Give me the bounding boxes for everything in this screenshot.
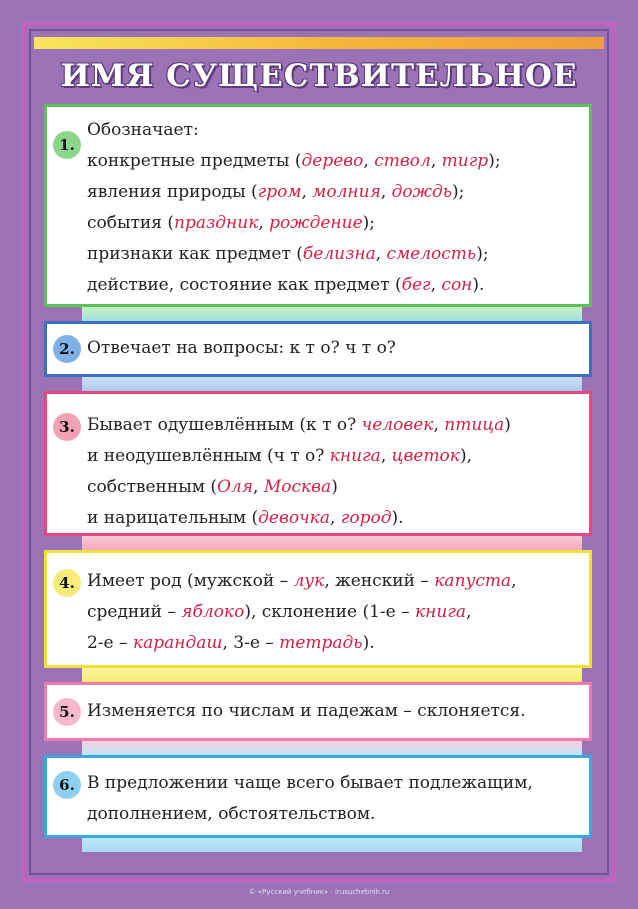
text-segment: действие, состояние как предмет (: [87, 275, 402, 295]
divider-strip: [82, 668, 582, 682]
number-badge: 1.: [53, 131, 81, 159]
divider-strip: [82, 307, 582, 321]
text-segment: );: [476, 244, 489, 264]
publisher-footer: © «Русский учебник» · irusuchebnik.ru: [248, 888, 390, 896]
handwritten-example: карандаш: [132, 633, 223, 653]
text-segment: Обозначает:: [87, 120, 199, 140]
text-segment: средний –: [87, 602, 182, 622]
text-segment: ): [331, 477, 338, 497]
text-segment: );: [362, 213, 376, 233]
handwritten-example: город: [340, 508, 392, 528]
handwritten-example: праздник: [174, 213, 259, 233]
card-4: [44, 550, 592, 668]
handwritten-example: человек: [361, 415, 434, 435]
card-text: [87, 115, 589, 301]
text-segment: , 3-е –: [222, 633, 280, 653]
handwritten-example: дождь: [391, 182, 453, 202]
divider-strip: [82, 838, 582, 852]
text-segment: Бывает одушевлённым (к т о?: [87, 415, 362, 435]
handwritten-example: ствол: [374, 151, 431, 171]
text-segment: ,: [511, 571, 517, 591]
text-segment: );: [488, 151, 501, 171]
text-segment: ).: [362, 633, 375, 653]
text-segment: ,: [430, 275, 442, 295]
text-segment: и нарицательным (: [87, 508, 259, 528]
card-line: [87, 597, 589, 628]
text-segment: Отвечает на вопросы: к т о? ч т о?: [87, 338, 396, 358]
text-segment: Имеет род (мужской –: [87, 571, 294, 591]
card-line: [87, 333, 589, 364]
handwritten-example: молния: [312, 182, 381, 202]
text-segment: и неодушевлённым (ч т о?: [87, 446, 330, 466]
number-badge: 5.: [53, 698, 81, 726]
top-gradient-bar: [34, 37, 604, 49]
text-segment: 2-е –: [87, 633, 133, 653]
text-segment: ,: [430, 151, 442, 171]
text-segment: ),: [459, 446, 472, 466]
card-line: [87, 696, 589, 727]
text-segment: ,: [253, 477, 264, 497]
handwritten-example: бег: [401, 275, 431, 295]
divider-strip: [82, 741, 582, 755]
card-1: [44, 104, 592, 307]
handwritten-example: тигр: [441, 151, 489, 171]
card-line: [87, 566, 589, 597]
text-segment: ,: [433, 415, 445, 435]
handwritten-example: книга: [415, 602, 467, 622]
text-segment: ).: [391, 508, 404, 528]
handwritten-example: гром: [257, 182, 302, 202]
divider-strip: [82, 536, 582, 550]
card-text: [87, 566, 589, 659]
handwritten-example: птица: [444, 415, 505, 435]
text-segment: дополнением, обстоятельством.: [87, 804, 376, 824]
card-line: [87, 208, 589, 239]
handwritten-example: цветок: [391, 446, 460, 466]
page-title: ИМЯ СУЩЕСТВИТЕЛЬНОЕ: [60, 58, 578, 94]
handwritten-example: лук: [293, 571, 325, 591]
number-badge: 3.: [53, 413, 81, 441]
text-segment: ,: [363, 151, 375, 171]
text-segment: собственным (: [87, 477, 217, 497]
number-badge: 2.: [53, 335, 81, 363]
card-text: [87, 696, 589, 727]
card-line: [87, 503, 589, 534]
text-segment: ,: [380, 182, 392, 202]
text-segment: конкретные предметы (: [87, 151, 302, 171]
divider-strip: [82, 377, 582, 391]
text-segment: явления природы (: [87, 182, 258, 202]
card-3: [44, 391, 592, 536]
text-segment: признаки как предмет (: [87, 244, 303, 264]
text-segment: ), склонение (1-е –: [244, 602, 416, 622]
card-line: [87, 799, 589, 830]
text-segment: события (: [87, 213, 175, 233]
text-segment: ,: [258, 213, 270, 233]
card-line: [87, 410, 589, 441]
number-badge: 6.: [53, 771, 81, 799]
card-line: [87, 628, 589, 659]
card-text: [87, 410, 589, 534]
handwritten-example: рождение: [269, 213, 363, 233]
card-line: [87, 115, 589, 146]
number-badge: 4.: [53, 569, 81, 597]
text-segment: ,: [380, 446, 392, 466]
handwritten-example: дерево: [301, 151, 364, 171]
text-segment: ).: [472, 275, 485, 295]
card-line: [87, 270, 589, 301]
text-segment: ,: [375, 244, 387, 264]
handwritten-example: яблоко: [181, 602, 245, 622]
handwritten-example: девочка: [258, 508, 330, 528]
handwritten-example: тетрадь: [279, 633, 363, 653]
text-segment: ,: [466, 602, 472, 622]
text-segment: ,: [329, 508, 341, 528]
handwritten-example: белизна: [302, 244, 376, 264]
card-line: [87, 146, 589, 177]
card-text: [87, 768, 589, 830]
card-text: [87, 333, 589, 364]
text-segment: Изменяется по числам и падежам – склоняется.: [87, 701, 526, 721]
card-line: [87, 239, 589, 270]
handwritten-example: смелость: [386, 244, 477, 264]
handwritten-example: Оля: [217, 477, 254, 497]
text-segment: ,: [301, 182, 313, 202]
handwritten-example: книга: [329, 446, 381, 466]
card-2: [44, 321, 592, 377]
text-segment: );: [452, 182, 465, 202]
handwritten-example: капуста: [434, 571, 512, 591]
card-line: [87, 441, 589, 472]
card-line: [87, 177, 589, 208]
text-segment: ): [504, 415, 511, 435]
text-segment: , женский –: [324, 571, 435, 591]
handwritten-example: Москва: [263, 477, 332, 497]
text-segment: В предложении чаще всего бывает подлежащим,: [87, 773, 533, 793]
handwritten-example: сон: [441, 275, 473, 295]
card-line: [87, 472, 589, 503]
card-line: [87, 768, 589, 799]
card-5: [44, 682, 592, 741]
card-6: [44, 755, 592, 838]
